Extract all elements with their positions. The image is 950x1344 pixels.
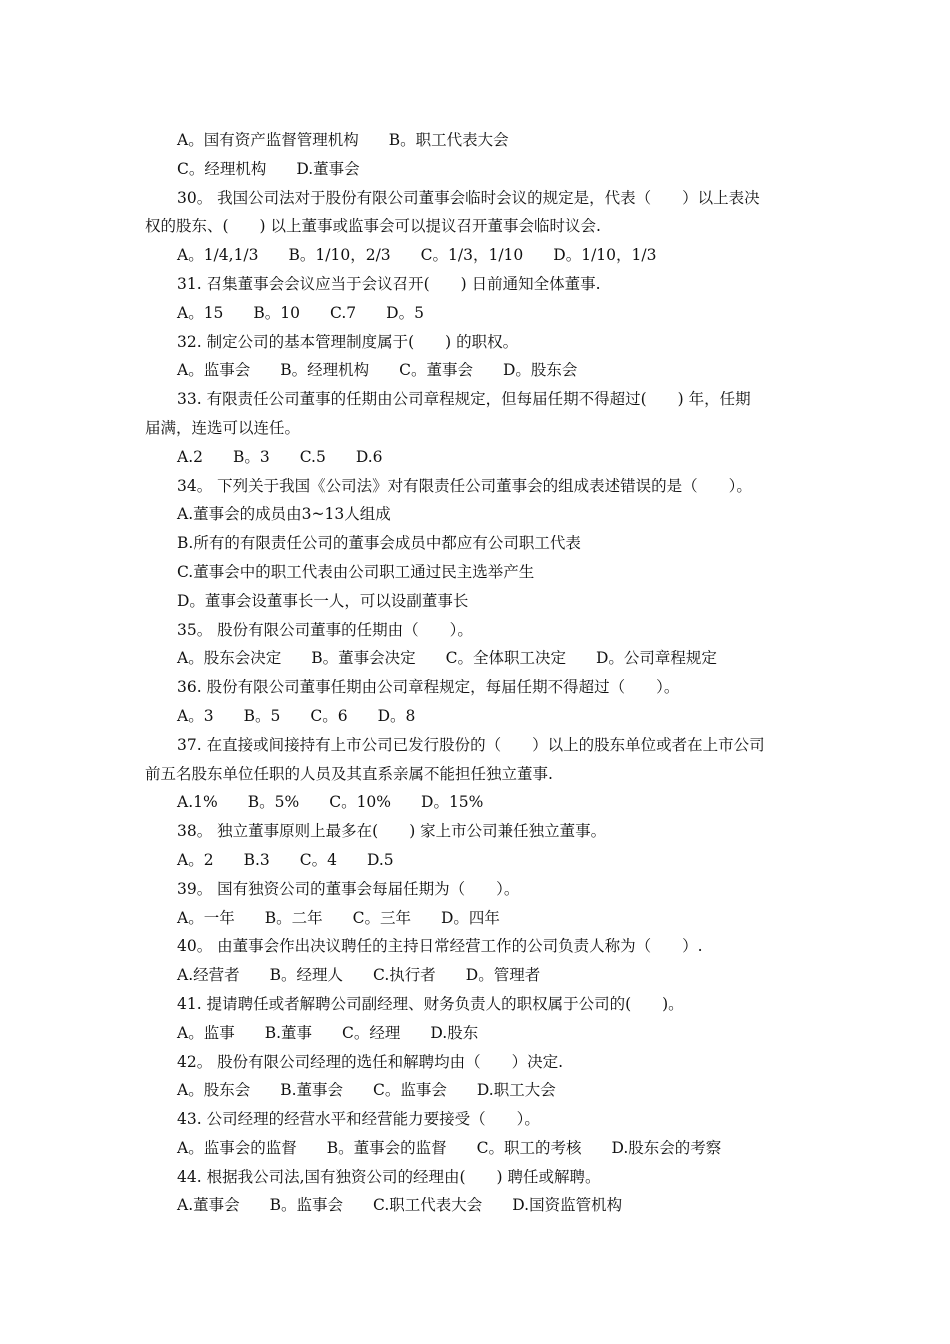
answer-option-line: B.所有的有限责任公司的董事会成员中都应有公司职工代表 bbox=[177, 534, 581, 553]
answer-option: A.1% bbox=[177, 793, 218, 812]
answer-option: D。管理者 bbox=[465, 966, 541, 985]
answer-option: D。5 bbox=[386, 303, 424, 322]
question-text: 43. 公司经理的经营水平和经营能力要接受（ ）。 bbox=[177, 1110, 540, 1129]
answer-option-line: D。董事会设董事长一人，可以设副董事长 bbox=[177, 591, 469, 610]
answer-option: A。一年 bbox=[177, 908, 235, 927]
question-text: 33. 有限责任公司董事的任期由公司章程规定，但每届任期不得超过( ) 年，任期 bbox=[177, 390, 751, 409]
answer-option: C。董事会 bbox=[399, 361, 473, 380]
answer-option: A。股东会 bbox=[177, 1081, 251, 1100]
answer-option: D。8 bbox=[377, 706, 416, 725]
answer-option: C。1/3，1/10 bbox=[420, 246, 524, 265]
answer-options bbox=[145, 155, 805, 184]
answer-option: A.经营者 bbox=[177, 966, 240, 985]
answer-option: A.董事会 bbox=[177, 1196, 240, 1215]
answer-option-line: A.董事会的成员由3~13人组成 bbox=[177, 505, 391, 524]
answer-options bbox=[145, 356, 805, 385]
question-text: 36. 股份有限公司董事任期由公司章程规定，每届任期不得超过（ ）。 bbox=[177, 678, 680, 697]
answer-option: C。10% bbox=[329, 793, 392, 812]
answer-option: C。职工的考核 bbox=[476, 1138, 582, 1157]
question-text: 34。 下列关于我国《公司法》对有限责任公司董事会的组成表述错误的是（ ）。 bbox=[177, 476, 752, 495]
question-text: 40。 由董事会作出决议聘任的主持日常经营工作的公司负责人称为（ ）. bbox=[177, 937, 703, 956]
answer-option: D.5 bbox=[366, 850, 394, 869]
question-text: 39。 国有独资公司的董事会每届任期为（ ）。 bbox=[177, 879, 520, 898]
answer-option: D。四年 bbox=[440, 908, 500, 927]
answer-option: D.股东 bbox=[430, 1023, 479, 1042]
answer-option: C。监事会 bbox=[373, 1081, 447, 1100]
answer-option: C.7 bbox=[330, 303, 357, 322]
answer-option: C.5 bbox=[299, 447, 326, 466]
answer-option: B。二年 bbox=[264, 908, 323, 927]
answer-options bbox=[145, 644, 805, 673]
question-text: 31. 召集董事会会议应当于会议召开( ) 日前通知全体董事. bbox=[177, 274, 601, 293]
answer-options bbox=[145, 1076, 805, 1105]
answer-option: B。经理人 bbox=[269, 966, 344, 985]
answer-option: B.3 bbox=[243, 850, 270, 869]
answer-option-line: C.董事会中的职工代表由公司职工通过民主选举产生 bbox=[177, 562, 535, 581]
answer-option: B。经理机构 bbox=[280, 361, 370, 380]
answer-options bbox=[145, 126, 805, 155]
answer-option: A.2 bbox=[177, 447, 203, 466]
answer-option: D.职工大会 bbox=[476, 1081, 556, 1100]
answer-options bbox=[145, 1191, 805, 1220]
answer-option: B。10 bbox=[253, 303, 301, 322]
question-text: 32. 制定公司的基本管理制度属于( ) 的职权。 bbox=[177, 332, 519, 351]
answer-option: B。监事会 bbox=[269, 1196, 344, 1215]
answer-option: A。15 bbox=[177, 303, 224, 322]
answer-options bbox=[145, 846, 805, 875]
answer-options bbox=[145, 702, 805, 731]
question-text: 35。 股份有限公司董事的任期由（ ）。 bbox=[177, 620, 473, 639]
answer-option: B。职工代表大会 bbox=[388, 131, 509, 149]
answer-option: A。2 bbox=[177, 850, 214, 869]
answer-option: C.职工代表大会 bbox=[373, 1196, 483, 1215]
answer-option: B。董事会决定 bbox=[311, 649, 416, 668]
answer-option: B.董事 bbox=[264, 1023, 313, 1042]
answer-option: D。15% bbox=[421, 793, 484, 812]
answer-option: B。5 bbox=[243, 706, 281, 725]
answer-option: D.股东会的考察 bbox=[611, 1138, 722, 1157]
answer-option: D.国资监管机构 bbox=[512, 1196, 623, 1215]
answer-option: B。1/10，2/3 bbox=[288, 246, 391, 265]
answer-options bbox=[145, 1134, 805, 1163]
answer-options bbox=[145, 961, 805, 990]
answer-option: C。全体职工决定 bbox=[445, 649, 566, 668]
question-text: 42。 股份有限公司经理的选任和解聘均由（ ）决定. bbox=[177, 1052, 564, 1071]
question-text: 37. 在直接或间接持有上市公司已发行股份的（ ）以上的股东单位或者在上市公司 bbox=[177, 735, 765, 754]
answer-option: B。董事会的监督 bbox=[326, 1138, 447, 1157]
answer-options bbox=[145, 904, 805, 933]
question-text-continued: 前五名股东单位任职的人员及其直系亲属不能担任独立董事. bbox=[145, 764, 553, 783]
question-text: 38。 独立董事原则上最多在( ) 家上市公司兼任独立董事。 bbox=[177, 822, 607, 841]
answer-options bbox=[145, 443, 805, 472]
question-text-continued: 届满，连选可以连任。 bbox=[145, 418, 301, 437]
answer-option: B。5% bbox=[247, 793, 300, 812]
answer-option: D。1/10，1/3 bbox=[553, 246, 657, 265]
answer-option: A。3 bbox=[177, 706, 214, 725]
answer-option: C。三年 bbox=[352, 908, 411, 927]
answer-options bbox=[145, 299, 805, 328]
question-text: 44. 根据我公司法,国有独资公司的经理由( ) 聘任或解聘。 bbox=[177, 1167, 601, 1186]
answer-option: D.董事会 bbox=[296, 159, 360, 178]
answer-option: D。公司章程规定 bbox=[595, 649, 717, 668]
answer-options bbox=[145, 241, 805, 270]
answer-option: B.董事会 bbox=[280, 1081, 344, 1100]
answer-option: A。股东会决定 bbox=[177, 649, 282, 668]
answer-option: D。股东会 bbox=[502, 361, 578, 380]
answer-option: C。经理机构 bbox=[177, 159, 267, 178]
answer-option: A。监事 bbox=[177, 1023, 235, 1042]
answer-option: B。3 bbox=[232, 447, 270, 466]
answer-option: A。监事会 bbox=[177, 361, 251, 380]
answer-option: C.执行者 bbox=[373, 966, 436, 985]
answer-option: A。监事会的监督 bbox=[177, 1138, 297, 1157]
answer-option: C。经理 bbox=[342, 1023, 401, 1042]
answer-options bbox=[145, 788, 805, 817]
answer-options bbox=[145, 1019, 805, 1048]
question-text-continued: 权的股东、( ) 以上董事或监事会可以提议召开董事会临时议会. bbox=[145, 217, 601, 236]
answer-option: C。6 bbox=[310, 706, 348, 725]
question-text: 41. 提请聘任或者解聘公司副经理、财务负责人的职权属于公司的( )。 bbox=[177, 994, 684, 1013]
answer-option: A。1/4,1/3 bbox=[177, 246, 259, 265]
answer-option: A。国有资产监督管理机构 bbox=[177, 131, 359, 149]
answer-option: D.6 bbox=[355, 447, 383, 466]
question-text: 30。 我国公司法对于股份有限公司董事会临时会议的规定是，代表（ ）以上表决 bbox=[177, 188, 760, 207]
answer-option: C。4 bbox=[299, 850, 337, 869]
